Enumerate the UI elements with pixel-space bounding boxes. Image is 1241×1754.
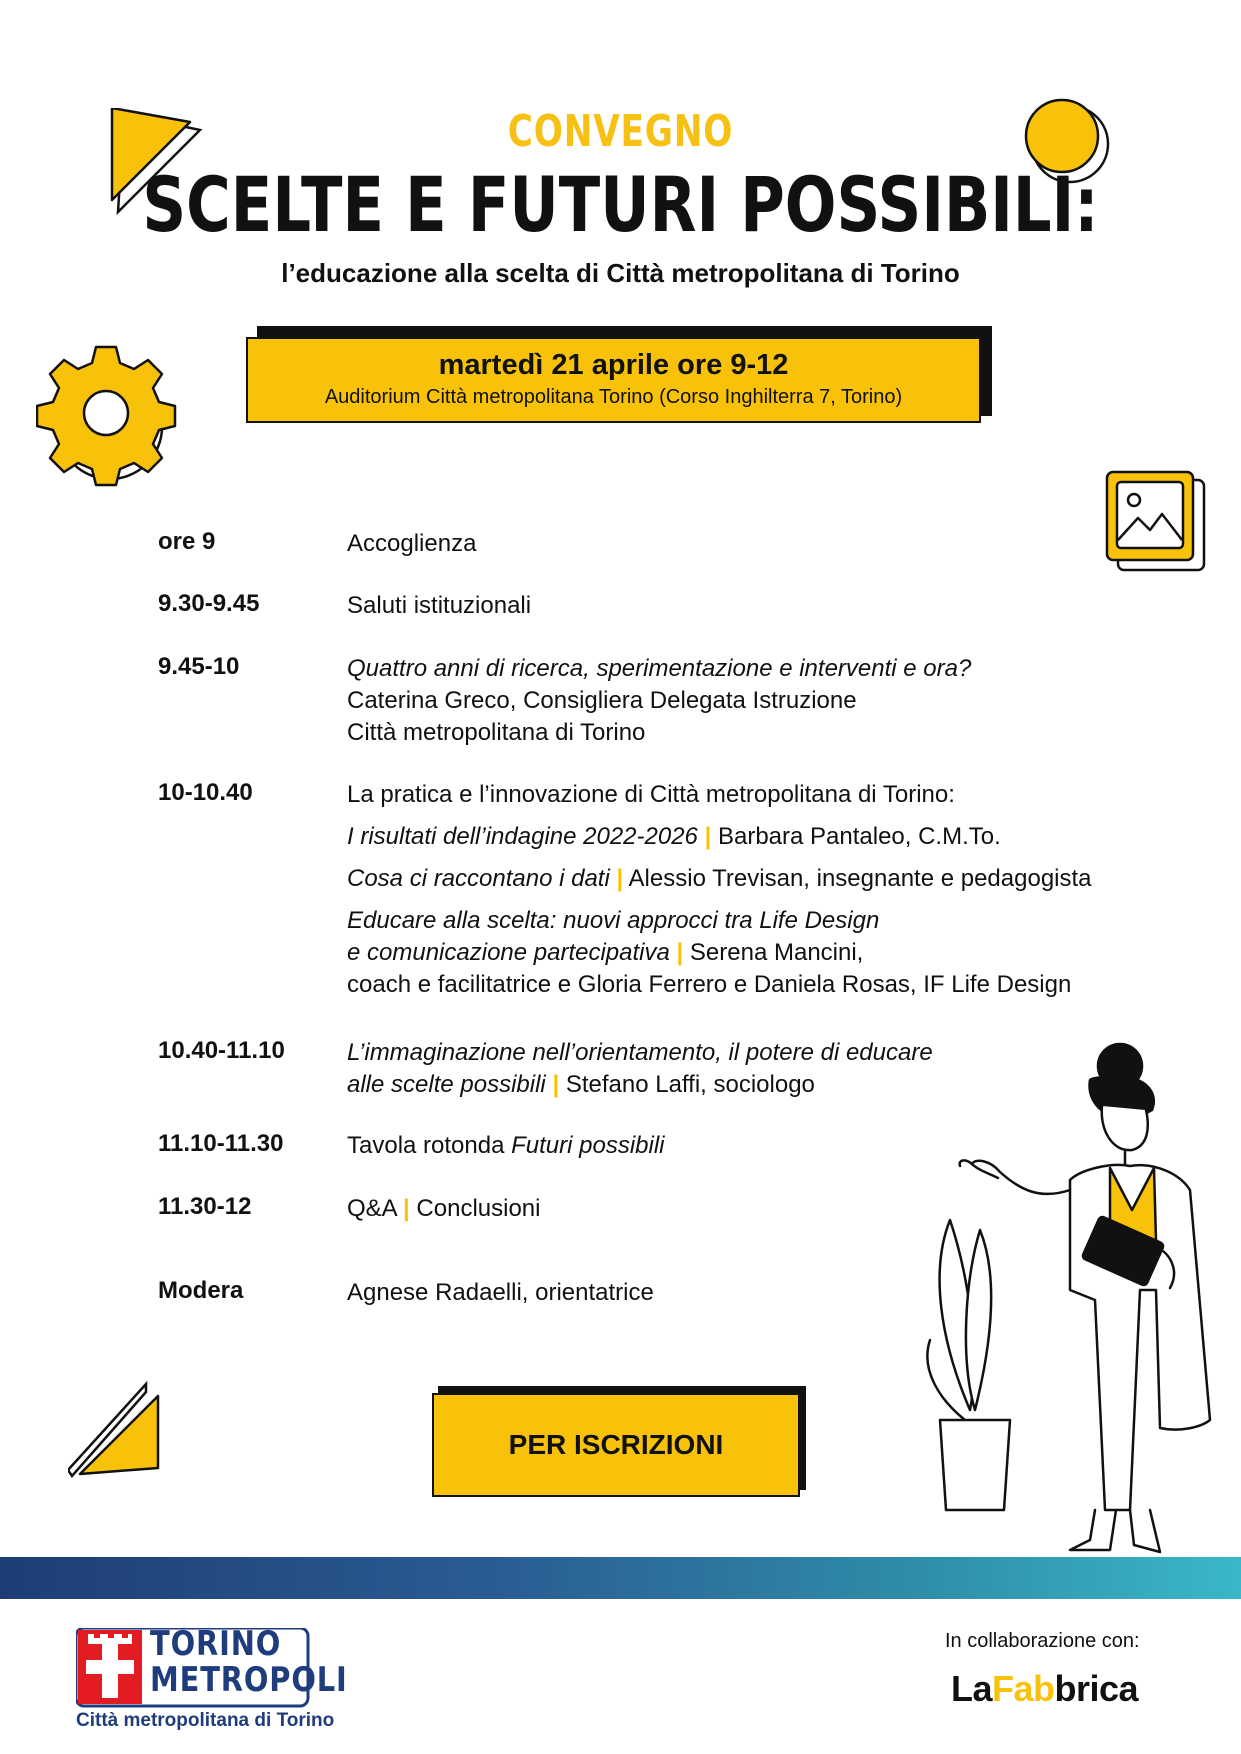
- separator: |: [616, 865, 624, 892]
- logo-line-1: TORINO: [150, 1624, 282, 1664]
- separator: |: [704, 823, 712, 850]
- speaker: Serena Mancini,: [689, 939, 864, 966]
- triangle-bottom-left-icon: [68, 1380, 168, 1480]
- program-text: Tavola rotonda: [347, 1132, 505, 1159]
- program-time: 11.30-12: [158, 1193, 252, 1220]
- register-button[interactable]: PER ISCRIZIONI: [432, 1393, 800, 1497]
- lafabbrica-logo: [951, 1668, 1138, 1710]
- program-text: Conclusioni: [416, 1195, 541, 1222]
- moderator: Agnese Radaelli, orientatrice: [347, 1279, 654, 1306]
- logo-part: La: [951, 1668, 993, 1709]
- logo-wordmark: [150, 1626, 348, 1698]
- program-text: Q&A: [347, 1195, 397, 1222]
- talk-title: alle scelte possibili: [347, 1071, 546, 1098]
- page-subtitle: l’educazione alla scelta di Città metropolitana di Torino: [281, 258, 960, 288]
- talk-title: L’immaginazione nell’orientamento, il potere di educare: [347, 1039, 933, 1066]
- speaker: coach e facilitatrice e Gloria Ferrero e Daniela Rosas, IF Life Design: [347, 971, 1072, 998]
- program-time: 10.40-11.10: [158, 1037, 285, 1064]
- collab-label: In collaborazione con:: [945, 1630, 1140, 1652]
- face: [1102, 1106, 1148, 1150]
- speaker: Alessio Trevisan, insegnante e pedagogista: [628, 865, 1092, 892]
- separator: |: [552, 1071, 560, 1098]
- logo-part-accent: Fab: [992, 1668, 1055, 1709]
- talk-title: Educare alla scelta: nuovi approcci tra Life Design: [347, 907, 880, 934]
- logo-line-2: METROPOLI: [150, 1660, 348, 1700]
- program-time: Modera: [158, 1277, 244, 1304]
- event-kicker: CONVEGNO: [507, 106, 734, 157]
- image-placeholder-icon: [1104, 470, 1210, 580]
- program-text: Saluti istituzionali: [347, 592, 532, 619]
- program-time: 11.10-11.30: [158, 1130, 284, 1157]
- event-venue: Auditorium Città metropolitana Torino (Corso Inghilterra 7, Torino): [324, 386, 903, 408]
- talk-title: Futuri possibili: [511, 1132, 665, 1159]
- logo-part: brica: [1054, 1668, 1139, 1709]
- plant-leaf: [966, 1230, 991, 1410]
- footer-gradient-bar: [0, 1557, 1241, 1599]
- program-time: 9.30-9.45: [158, 590, 260, 617]
- gear-icon: [36, 343, 186, 503]
- page-title: SCELTE E FUTURI POSSIBILI:: [142, 160, 1099, 249]
- date-box: [246, 337, 981, 423]
- program-text: Accoglienza: [347, 530, 477, 557]
- speaker: Caterina Greco, Consigliera Delegata Istruzione: [347, 687, 857, 714]
- woman-illustration: [920, 1040, 1230, 1560]
- plant-pot: [940, 1420, 1010, 1510]
- session-intro: La pratica e l’innovazione di Città metropolitana di Torino:: [347, 781, 955, 808]
- talk-title: Quattro anni di ricerca, sperimentazione e interventi e ora?: [347, 655, 972, 682]
- program-time: 9.45-10: [158, 653, 240, 680]
- arm: [972, 1161, 1070, 1194]
- separator: |: [403, 1195, 410, 1222]
- logo-subtitle: Città metropolitana di Torino: [76, 1710, 335, 1731]
- program-time: ore 9: [158, 528, 216, 555]
- separator: |: [676, 939, 684, 966]
- speaker-affiliation: Città metropolitana di Torino: [347, 719, 646, 746]
- talk-title: e comunicazione partecipativa: [347, 939, 670, 966]
- talk-title: Cosa ci raccontano i dati: [347, 865, 610, 892]
- talk-title: I risultati dell’indagine 2022-2026: [347, 823, 698, 850]
- speaker: Barbara Pantaleo, C.M.To.: [717, 823, 1001, 850]
- program-time: 10-10.40: [158, 779, 253, 806]
- event-date: martedì 21 aprile ore 9-12: [438, 349, 789, 381]
- speaker: Stefano Laffi, sociologo: [565, 1071, 815, 1098]
